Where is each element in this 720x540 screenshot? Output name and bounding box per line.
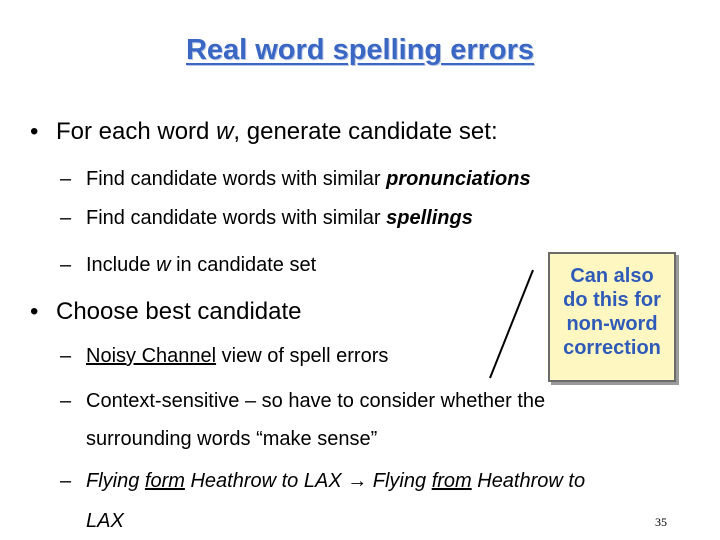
- bullet-text: For each word: [56, 118, 217, 145]
- dash: –: [60, 390, 72, 412]
- example-text: LAX: [86, 510, 124, 532]
- dash: –: [60, 168, 72, 190]
- sub-item-italic: w: [156, 254, 171, 276]
- dash: –: [60, 207, 72, 229]
- example-error-word: form: [144, 470, 185, 492]
- bullet-dot: •: [30, 118, 39, 145]
- sub-item-text: Find candidate words with similar: [86, 168, 387, 190]
- bullet-text: , generate candidate set:: [233, 118, 498, 145]
- sub-item-emphasis: pronunciations: [386, 168, 531, 190]
- dash: –: [60, 254, 72, 276]
- example-corrected-word: from: [431, 470, 472, 492]
- sub-item-text: surrounding words “make sense”: [86, 428, 378, 450]
- example-text: Heathrow to LAX: [184, 470, 348, 492]
- sub-item-underlined: Noisy Channel: [86, 345, 217, 367]
- example-text: Heathrow to: [471, 470, 586, 492]
- example-text: Flying: [367, 470, 432, 492]
- dash: –: [60, 345, 72, 367]
- callout-line: correction: [563, 337, 661, 359]
- bullet-text-italic: w: [216, 118, 234, 145]
- right-arrow-icon: →: [347, 470, 368, 492]
- bullet-dot: •: [30, 298, 39, 325]
- page-number: 35: [655, 515, 667, 529]
- sub-item-text: Context-sensitive – so have to consider whether the: [86, 390, 546, 412]
- callout-line: non-word: [566, 313, 658, 335]
- sub-item-text: Find candidate words with similar: [86, 207, 387, 229]
- callout-line: do this for: [563, 289, 661, 311]
- callout-line: Can also: [570, 265, 654, 287]
- bullet-text: Choose best candidate: [56, 298, 302, 325]
- example-text: Flying: [86, 470, 145, 492]
- sub-item-text: Include: [86, 254, 157, 276]
- dash: –: [60, 470, 72, 492]
- callout-box: [548, 252, 676, 382]
- sub-item-text: in candidate set: [170, 254, 317, 276]
- sub-item-text: view of spell errors: [216, 345, 389, 367]
- sub-item-emphasis: spellings: [386, 207, 473, 229]
- slide-title: Real word spelling errors: [185, 34, 535, 66]
